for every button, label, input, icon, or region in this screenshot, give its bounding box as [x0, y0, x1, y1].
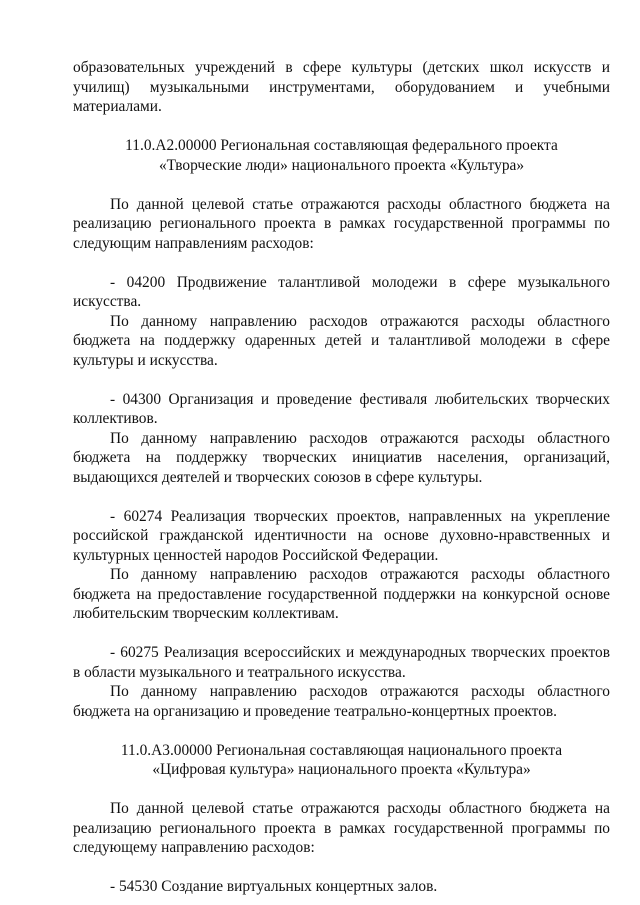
section-1: [73, 136, 610, 721]
section-2-heading-line-1: 11.0.А3.00000 Региональная составляющая национального проекта: [120, 741, 563, 759]
section-1-intro: По данной целевой статье отражаются расходы областного бюджета на реализацию регионального проекта в рамках государственной программы по следующим направлениям расходов:: [73, 195, 610, 252]
item-04300-description: По данному направлению расходов отражаются расходы областного бюджета на поддержку творческих инициатив населения, организаций, выдающихся деятелей и творческих союзов в сфере культуры.: [73, 429, 610, 486]
section-2: [73, 741, 610, 897]
item-60274-description: По данному направлению расходов отражаются расходы областного бюджета на предоставление государственной поддержки на конкурсной основе любительским творческим коллективам.: [73, 566, 610, 622]
item-04300-title: - 04300 Организация и проведение фестиваля любительских творческих коллективов.: [73, 390, 610, 427]
section-1-heading-line-2: «Творческие люди» национального проекта «Культура»: [158, 156, 525, 174]
section-2-intro: По данной целевой статье отражаются расходы областного бюджета на реализацию регионального проекта в рамках государственной программы по следующему направлению расходов:: [73, 800, 610, 856]
item-04200-title: - 04200 Продвижение талантливой молодежи в сфере музыкального искусства.: [73, 273, 610, 310]
item-60274-title: - 60274 Реализация творческих проектов, направленных на укрепление российской гражданской идентичности на основе духовно-нравственных и культурных ценностей народов Российской Федерации.: [73, 507, 610, 564]
item-04200-description: По данному направлению расходов отражаются расходы областного бюджета на поддержку одаренных детей и талантливой молодежи в сфере культуры и искусства.: [73, 312, 610, 369]
item-60275-description: По данному направлению расходов отражаются расходы областного бюджета на организацию и проведение театрально-концертных проектов.: [73, 683, 610, 720]
document-page: [73, 58, 610, 897]
intro-paragraph: образовательных учреждений в сфере культуры (детских школ искусств и училищ) музыкальными инструментами, оборудованием и учебными материалами.: [73, 59, 610, 115]
section-1-heading-line-1: 11.0.А2.00000 Региональная составляющая федерального проекта: [125, 137, 558, 154]
item-54530-title: - 54530 Создание виртуальных концертных залов.: [110, 878, 438, 895]
item-60275-title: - 60275 Реализация всероссийских и международных творческих проектов в области музыкального и театрального искусства.: [73, 644, 610, 681]
section-2-heading-line-2: «Цифровая культура» национального проекта «Культура»: [152, 761, 531, 778]
